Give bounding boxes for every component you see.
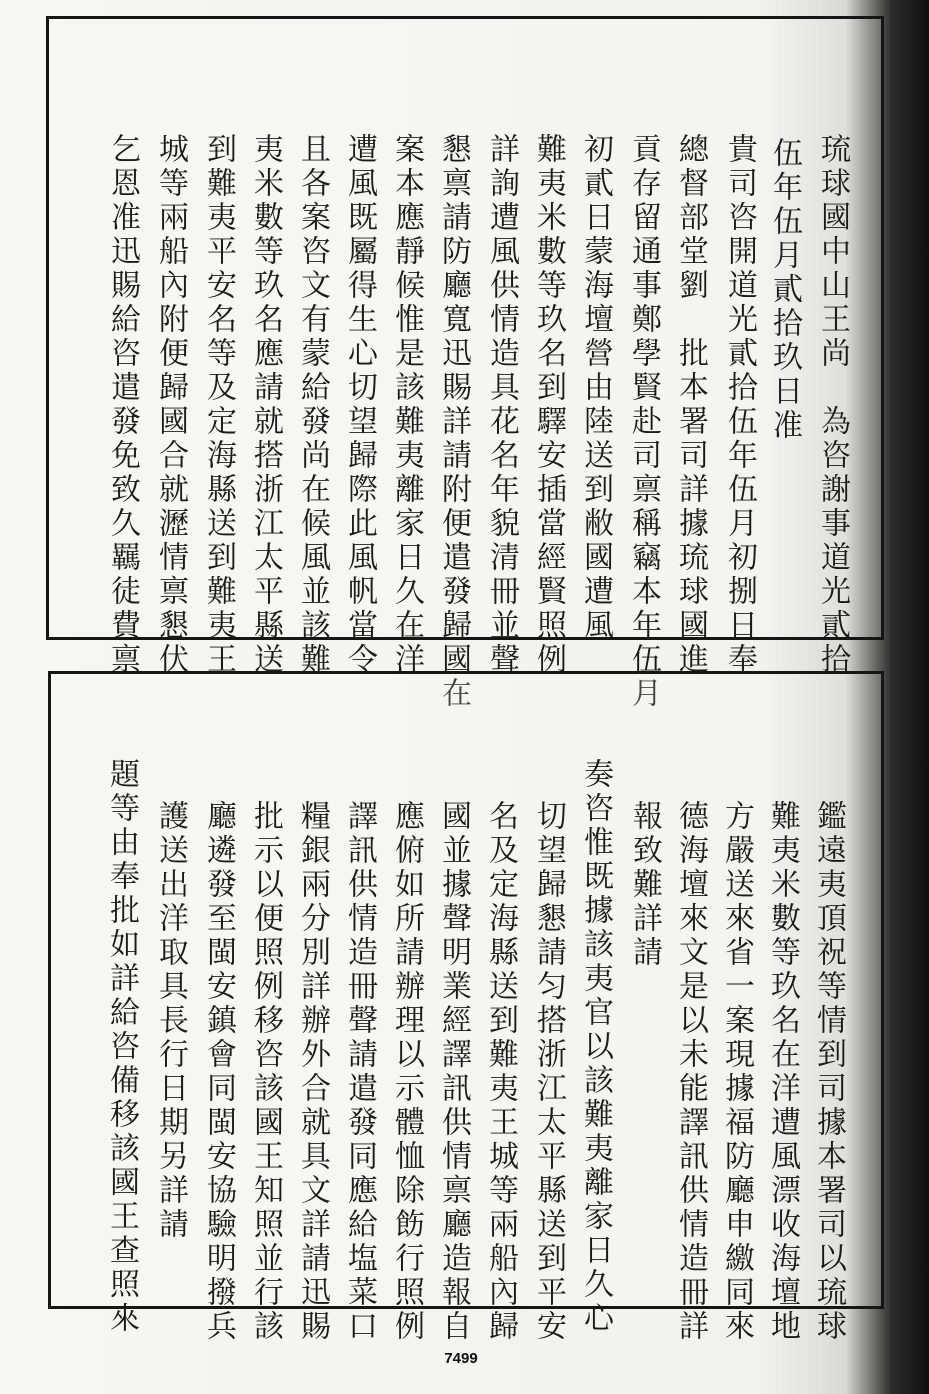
- top-column-10: 案本應靜候惟是該難夷離家日久在洋: [389, 133, 424, 677]
- top-column-3: 貴司咨開道光貳拾伍年伍月初捌日奉: [722, 133, 757, 677]
- bottom-column-10: 應俯如所請辦理以示體恤除飭行照例: [389, 800, 424, 1344]
- page-number: 7499: [444, 1350, 478, 1367]
- bottom-column-5: 報致難詳請: [627, 800, 662, 970]
- top-column-5: 貢存留通事鄭學賢赴司禀稱竊本年伍月: [626, 133, 661, 711]
- top-column-7: 難夷米數等玖名到驛安插當經賢照例: [531, 133, 566, 677]
- top-column-4: 總督部堂劉 批本署司詳據琉球國進: [673, 133, 708, 677]
- top-column-12: 且各案咨文有蒙給發尚在候風並該難: [295, 133, 330, 677]
- top-column-2: 伍年伍月貳拾玖日准: [767, 137, 802, 443]
- bottom-column-13: 批示以便照例移咨該國王知照並行該: [248, 800, 283, 1344]
- bottom-column-4: 德海壇來文是以未能譯訊供情造冊詳: [673, 800, 708, 1344]
- top-document-panel: [46, 16, 884, 711]
- bottom-column-11: 譯訊供情造冊聲請遣發同應給塩菜口: [342, 800, 377, 1344]
- bottom-column-2: 難夷米數等玖名在洋遭風漂收海壇地: [765, 800, 800, 1344]
- top-column-6: 初貳日蒙海壇營由陸送到敝國遭風: [578, 133, 613, 643]
- bottom-column-12: 糧銀兩分別詳辦外合就具文詳請迅賜: [295, 800, 330, 1344]
- top-column-11: 遭風既屬得生心切望歸際此風帆當令: [342, 133, 377, 677]
- top-column-9: 懇禀請防廳寬迅賜詳請附便遣發歸國在: [436, 133, 471, 711]
- bottom-column-9: 國並據聲明業經譯訊供情禀廳造報自: [436, 800, 471, 1344]
- bottom-column-3: 方嚴送來省一案現據福防廳申繳同來: [719, 800, 754, 1344]
- top-column-15: 城等兩船內附便歸國合就瀝情禀懇伏: [153, 133, 188, 677]
- bottom-column-15: 護送出洋取具長行日期另詳請: [153, 800, 188, 1242]
- bottom-column-1: 鑑遠夷頂祝等情到司據本署司以琉球: [811, 800, 846, 1344]
- bottom-document-panel: [48, 671, 884, 1344]
- bottom-column-6: 奏咨惟既據該夷官以該難夷離家日久心: [578, 758, 613, 1336]
- bottom-column-8: 名及定海縣送到難夷王城等兩船內歸: [483, 800, 518, 1344]
- bottom-column-14: 廳遴發至閩安鎮會同閩安協驗明撥兵: [201, 800, 236, 1344]
- top-column-14: 到難夷平安名等及定海縣送到難夷王: [201, 133, 236, 677]
- top-column-13: 夷米數等玖名應請就搭浙江太平縣送: [248, 133, 283, 677]
- top-column-16: 乞恩准迅賜給咨遣發免致久羈徒費禀: [105, 133, 140, 677]
- bottom-column-16: 題等由奉批如詳給咨備移該國王查照來: [104, 758, 139, 1336]
- bottom-column-7: 切望歸懇請匀搭浙江太平縣送到平安: [531, 800, 566, 1344]
- top-column-1: 琉球國中山王尚 為咨謝事道光貳拾: [815, 133, 850, 677]
- top-column-8: 詳詢遭風供情造具花名年貌清冊並聲: [484, 133, 519, 677]
